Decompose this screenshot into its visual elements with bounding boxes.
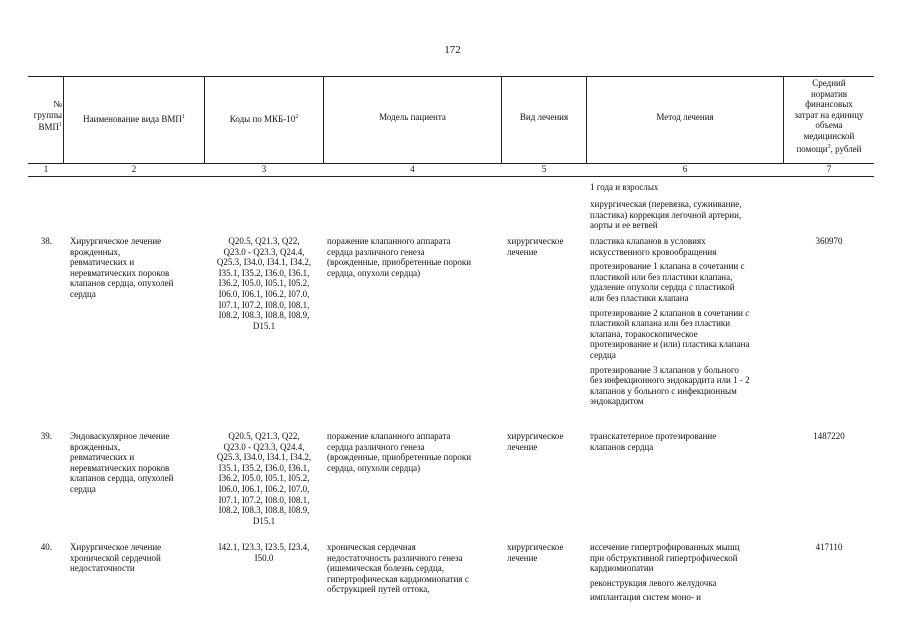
row-icd-codes <box>205 431 323 526</box>
row-vmp-name-line: Эндоваскулярное лечение <box>70 431 170 441</box>
row-group-number-line: 38. <box>40 236 52 246</box>
row-treatment-type-line: лечение <box>507 441 538 452</box>
row-icd-codes-line: I42.1, I23.3, I23.5, I23.4, <box>218 542 310 552</box>
method-item-line: или без пластики клапана <box>590 292 689 303</box>
row-vmp-name-line: клапанов сердца, опухолей <box>70 278 174 289</box>
method-item-line: протезирование 1 клапана в сочетании с <box>590 261 745 272</box>
row-treatment-type-line: лечение <box>507 552 538 563</box>
row-patient-model-line: сердца, опухоли сердца) <box>327 267 421 278</box>
method-item-line: пластикой или без пластики клапана, <box>590 271 733 282</box>
method-item-line: имплантация систем моно- и <box>590 592 701 603</box>
method-item-line: удаление опухоли сердца с пластикой <box>590 282 735 293</box>
row-icd-codes-line: I08.2, I08.3, I08.8, I08.9, <box>218 505 310 516</box>
row-icd-codes-line: Q20.5, Q21.3, Q22, <box>228 431 300 441</box>
row-patient-model-line: обструкцией путей оттока, <box>327 584 430 595</box>
method-item-line: клапанов сердца <box>590 441 654 452</box>
method-item <box>590 199 786 231</box>
row-icd-codes-line: Q23.0 - Q23.3, Q24.4, <box>223 246 305 257</box>
header-treatment-type: Вид лечения <box>519 112 569 122</box>
row-cost <box>784 542 874 553</box>
method-item-line: протезирование и (или) пластика клапана <box>590 339 750 350</box>
method-item-line: клапана, торакоскопическое <box>590 328 698 339</box>
method-item-line: сердца <box>590 349 616 360</box>
column-number: 4 <box>410 164 415 174</box>
method-item-line: реконструкция левого желудочка <box>590 577 717 588</box>
method-item-line: кардиомиопатии <box>590 563 654 574</box>
row-group-number <box>28 236 52 247</box>
row-cost-line: 360970 <box>815 236 843 246</box>
row-cost <box>784 431 874 442</box>
row-icd-codes-line: Q23.0 - Q23.3, Q24.4, <box>223 441 305 452</box>
column-number: 3 <box>261 164 267 174</box>
column-number: 1 <box>43 164 49 174</box>
column-numbers-border <box>28 176 874 177</box>
row-patient-model-line: сердца, опухоли сердца) <box>327 462 421 473</box>
method-item <box>590 365 786 407</box>
row-vmp-name <box>70 236 204 300</box>
row-icd-codes-line: I35.1, I35.2, I36.0, I36.1, <box>218 462 310 473</box>
row-icd-codes-line: I06.0, I06.1, I06.2, I07.0, <box>218 483 310 494</box>
row-patient-model-line: гипертрофическая кардиомиопатия с <box>327 573 469 584</box>
row-patient-model-line: поражение клапанного аппарата <box>327 236 451 246</box>
row-patient-model-line: поражение клапанного аппарата <box>327 431 451 441</box>
method-item-line: протезирование 3 клапанов у больного <box>590 364 739 375</box>
row-vmp-name-line: неревматических пороков <box>70 267 170 278</box>
row-group-number <box>28 542 52 553</box>
row-vmp-name-line: врожденных, <box>70 246 121 257</box>
row-icd-codes-line: D15.1 <box>252 515 276 526</box>
method-item <box>590 182 786 193</box>
row-vmp-name-line: хронической сердечной <box>70 552 161 563</box>
row-patient-model-line: (врожденные, приобретенные пороки <box>327 452 472 463</box>
method-item-line: пластика) коррекция легочной артерии, <box>590 209 742 220</box>
row-patient-model-line: (ишемическая болезнь сердца, <box>327 563 445 574</box>
method-item-line: при обструктивной гипертрофической <box>590 552 738 563</box>
row-vmp-name-line: Хирургическое лечение <box>70 236 162 246</box>
method-item-line: искусственного кровообращения <box>590 246 717 257</box>
method-item-line: хирургическая (перевязка, сужиивание, <box>590 199 742 209</box>
row-icd-codes-line: I35.1, I35.2, I36.0, I36.1, <box>218 267 310 278</box>
method-item <box>590 261 786 303</box>
row-icd-codes-line: I08.2, I08.3, I08.8, I08.9, <box>218 310 310 321</box>
row-vmp-name-line: врожденных, <box>70 441 121 452</box>
row-treatment-type-line: хирургическое <box>507 236 564 246</box>
method-item-line: 1 года и взрослых <box>590 182 659 192</box>
method-item <box>590 308 786 361</box>
row-patient-model <box>327 431 501 473</box>
row-icd-codes <box>205 542 323 563</box>
row-cost-line: 1487220 <box>813 431 845 441</box>
row-treatment-type-line: хирургическое <box>507 431 564 441</box>
row-icd-codes-line: Q25.3, I34.0, I34.1, I34.2, <box>216 257 312 268</box>
row-treatment-type <box>507 236 586 257</box>
row-cost <box>784 236 874 247</box>
row-vmp-name-line: недостаточности <box>70 563 135 574</box>
row-patient-model <box>327 236 501 278</box>
row-vmp-name-line: неревматических пороков <box>70 462 170 473</box>
row-treatment-type <box>507 431 586 452</box>
header-patient-model: Модель пациента <box>379 112 446 122</box>
row-patient-model-line: хроническая сердечная <box>327 542 416 552</box>
method-item-line: аорты и ее ветвей <box>590 220 658 231</box>
method-item-line: протезирование 2 клапанов в сочетании с <box>590 307 750 318</box>
row-patient-model-line: сердца различного генеза <box>327 441 425 452</box>
row-icd-codes-line: I06.0, I06.1, I06.2, I07.0, <box>218 288 310 299</box>
header-icd-codes: Коды по МКБ-$10^2$ <box>229 114 299 124</box>
row-group-number <box>28 431 52 442</box>
row-icd-codes-line: I36.2, I05.0, I05.1, I05.2, <box>218 473 310 484</box>
column-number: 6 <box>682 164 688 174</box>
method-item <box>590 431 786 452</box>
row-icd-codes-line: I07.1, I07.2, I08.0, I08.1, <box>218 494 310 505</box>
row-icd-codes-line: D15.1 <box>252 320 276 331</box>
row-icd-codes-line: I50.0 <box>254 552 274 563</box>
row-vmp-name <box>70 431 204 495</box>
row-vmp-name-line: сердца <box>70 288 96 299</box>
method-item-line: без инфекционного эндокардита или 1 - 2 <box>590 375 750 386</box>
method-item <box>590 236 786 257</box>
row-treatment-type-line: хирургическое <box>507 542 564 552</box>
method-item-line: клапанов у больного с инфекционным <box>590 385 737 396</box>
page-number: 172 <box>444 44 461 56</box>
row-icd-codes-line: I07.1, I07.2, I08.0, I08.1, <box>218 299 310 310</box>
column-number: 7 <box>826 164 832 174</box>
row-vmp-name <box>70 542 204 574</box>
row-vmp-name-line: клапанов сердца, опухолей <box>70 473 174 484</box>
row-vmp-name-line: сердца <box>70 483 96 494</box>
row-vmp-name-line: ревматических и <box>70 257 135 268</box>
header-average-cost: Средний норматив финансовых затрат на единицу объема медицинской помощи$^3$, рублей <box>794 78 864 154</box>
method-item-line: пластика клапанов в условиях <box>590 236 706 246</box>
method-item-line: пластикой клапана или без пластики <box>590 318 731 329</box>
table-top-border <box>28 76 874 77</box>
row-treatment-type <box>507 542 586 563</box>
header-group-number: № группы ВМП$^1$ <box>33 99 62 133</box>
row-patient-model-line: сердца различного генеза <box>327 246 425 257</box>
column-number: 2 <box>131 164 137 174</box>
row-vmp-name-line: ревматических и <box>70 452 135 463</box>
header-vmp-name: Наименование вида ВМП$^1$ <box>83 114 185 124</box>
row-vmp-name-line: Хирургическое лечение <box>70 542 162 552</box>
row-group-number-line: 40. <box>40 542 52 552</box>
method-item <box>590 578 786 589</box>
row-treatment-type-line: лечение <box>507 246 538 257</box>
row-icd-codes <box>205 236 323 331</box>
row-icd-codes-line: I36.2, I05.0, I05.1, I05.2, <box>218 278 310 289</box>
row-icd-codes-line: Q20.5, Q21.3, Q22, <box>228 236 300 246</box>
row-group-number-line: 39. <box>40 431 52 441</box>
row-patient-model-line: недостаточность различного генеза <box>327 552 463 563</box>
method-item <box>590 542 786 574</box>
row-cost-line: 417110 <box>815 542 843 552</box>
method-item-line: транскатетерное протезирование <box>590 431 717 441</box>
row-icd-codes-line: Q25.3, I34.0, I34.1, I34.2, <box>216 452 312 463</box>
column-number: 5 <box>541 164 547 174</box>
method-item <box>590 592 786 603</box>
method-item-line: эндокардитом <box>590 396 644 407</box>
header-treatment-method: Метод лечения <box>656 112 714 122</box>
row-patient-model-line: (врожденные, приобретенные пороки <box>327 257 472 268</box>
method-item-line: иссечение гипертрофированных мышц <box>590 542 740 552</box>
row-patient-model <box>327 542 501 595</box>
